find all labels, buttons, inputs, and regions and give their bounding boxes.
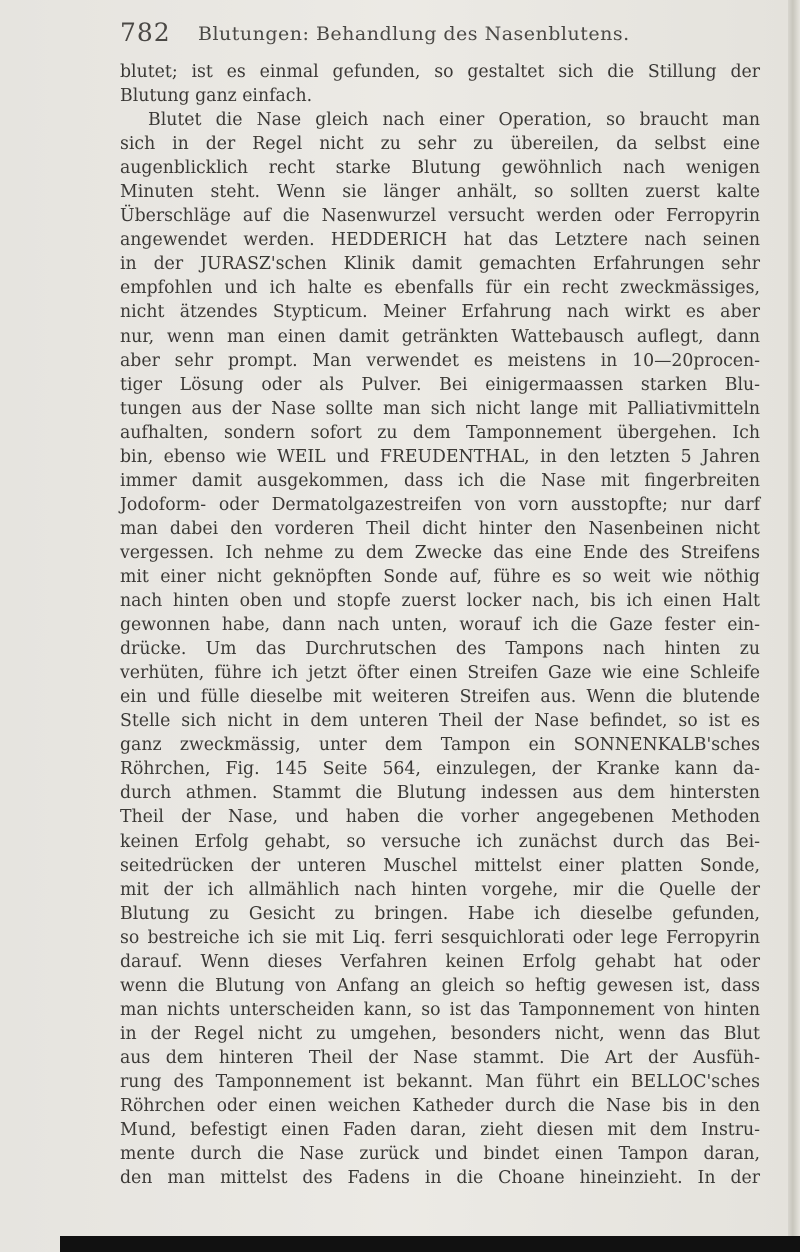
text-line: in der Regel nicht zu umgehen, besonders nicht, wenn das Blut (120, 1023, 760, 1044)
text-line: durch athmen. Stammt die Blutung indessen aus dem hintersten (120, 783, 760, 804)
text-line: Minuten steht. Wenn sie länger anhält, so sollten zuerst kalte (120, 182, 760, 203)
text-line: immer damit ausgekommen, dass ich die Nase mit fingerbreiten (120, 470, 760, 491)
paragraph (120, 60, 760, 108)
text-line: darauf. Wenn dieses Verfahren keinen Erfolg gehabt hat oder (120, 951, 760, 972)
text-line: Jodoform- oder Dermatolgazestreifen von vorn ausstopfte; nur darf (120, 494, 760, 515)
text-line: augenblicklich recht starke Blutung gewöhnlich nach wenigen (120, 158, 760, 179)
text-line: vergessen. Ich nehme zu dem Zwecke das eine Ende des Streifens (120, 542, 760, 563)
paragraph (120, 108, 760, 1190)
scan-border (60, 1236, 800, 1252)
running-head: Blutungen: Behandlung des Nasenblutens. (198, 23, 630, 45)
text-line: mit der ich allmählich nach hinten vorgehe, mir die Quelle der (120, 879, 760, 900)
text-line: verhüten, führe ich jetzt öfter einen Streifen Gaze wie eine Schleife (120, 663, 760, 684)
text-line: aus dem hinteren Theil der Nase stammt. Die Art der Ausfüh- (120, 1047, 760, 1068)
text-line: so bestreiche ich sie mit Liq. ferri sesquichlorati oder lege Ferropyrin (120, 927, 760, 948)
text-line: angewendet werden. HEDDERICH hat das Letztere nach seinen (120, 230, 760, 251)
text-line: Röhrchen oder einen weichen Katheder durch die Nase bis in den (120, 1096, 760, 1117)
text-line: blutet; ist es einmal gefunden, so gestaltet sich die Stillung der (120, 62, 760, 82)
text-line: Mund, befestigt einen Faden daran, zieht diesen mit dem Instru- (120, 1120, 760, 1141)
text-line: Stelle sich nicht in dem unteren Theil der Nase befindet, so ist es (120, 711, 760, 732)
text-line: man dabei den vorderen Theil dicht hinter den Nasenbeinen nicht (120, 518, 760, 539)
text-line: seitedrücken der unteren Muschel mittelst einer platten Sonde, (120, 855, 760, 876)
text-line: Überschläge auf die Nasenwurzel versucht werden oder Ferropyrin (120, 206, 760, 227)
page-number: 782 (120, 18, 171, 47)
text-line: gewonnen habe, dann nach unten, worauf ich die Gaze fester ein- (120, 615, 760, 636)
text-line: den man mittelst des Fadens in die Choane hineinzieht. In der (120, 1168, 760, 1189)
text-line: wenn die Blutung von Anfang an gleich so heftig gewesen ist, dass (120, 975, 760, 996)
body-text (120, 60, 760, 1190)
text-line: ein und fülle dieselbe mit weiteren Streifen aus. Wenn die blutende (120, 687, 760, 708)
text-line: rung des Tamponnement ist bekannt. Man führt ein BELLOC'sches (120, 1071, 760, 1092)
text-line: Theil der Nase, und haben die vorher angegebenen Methoden (120, 807, 760, 828)
text-line: empfohlen und ich halte es ebenfalls für ein recht zweckmässiges, (120, 278, 760, 299)
text-line: nur, wenn man einen damit getränkten Wattebausch auflegt, dann (120, 326, 760, 347)
text-line: nicht ätzendes Stypticum. Meiner Erfahrung nach wirkt es aber (120, 302, 760, 323)
text-line: ganz zweckmässig, unter dem Tampon ein SONNENKALB'sches (120, 735, 760, 756)
text-line: mente durch die Nase zurück und bindet einen Tampon daran, (120, 1144, 760, 1165)
page-edge (788, 0, 800, 1252)
text-line: man nichts unterscheiden kann, so ist das Tamponnement von hinten (120, 999, 760, 1020)
text-line: Blutung zu Gesicht zu bringen. Habe ich dieselbe gefunden, (120, 903, 760, 924)
text-line: in der JURASZ'schen Klinik damit gemachten Erfahrungen sehr (120, 254, 760, 275)
text-line: mit einer nicht geknöpften Sonde auf, führe es so weit wie nöthig (120, 566, 760, 587)
text-line: tiger Lösung oder als Pulver. Bei einigermaassen starken Blu- (120, 374, 760, 395)
text-line: sich in der Regel nicht zu sehr zu übereilen, da selbst eine (120, 134, 760, 155)
text-line: keinen Erfolg gehabt, so versuche ich zunächst durch das Bei- (120, 831, 760, 852)
text-line: aufhalten, sondern sofort zu dem Tamponnement übergehen. Ich (120, 422, 760, 443)
text-line: Blutung ganz einfach. (120, 86, 313, 107)
text-line: bin, ebenso wie WEIL und FREUDENTHAL, in den letzten 5 Jahren (120, 446, 760, 467)
page-header (120, 18, 760, 52)
text-line: Blutet die Nase gleich nach einer Operation, so braucht man (148, 110, 760, 131)
text-line: drücke. Um das Durchrutschen des Tampons nach hinten zu (120, 639, 760, 660)
text-line: tungen aus der Nase sollte man sich nicht lange mit Palliativmitteln (120, 398, 760, 419)
text-line: nach hinten oben und stopfe zuerst locker nach, bis ich einen Halt (120, 591, 760, 612)
text-line: aber sehr prompt. Man verwendet es meistens in 10—20procen- (120, 350, 760, 371)
text-line: Röhrchen, Fig. 145 Seite 564, einzulegen, der Kranke kann da- (120, 759, 760, 780)
